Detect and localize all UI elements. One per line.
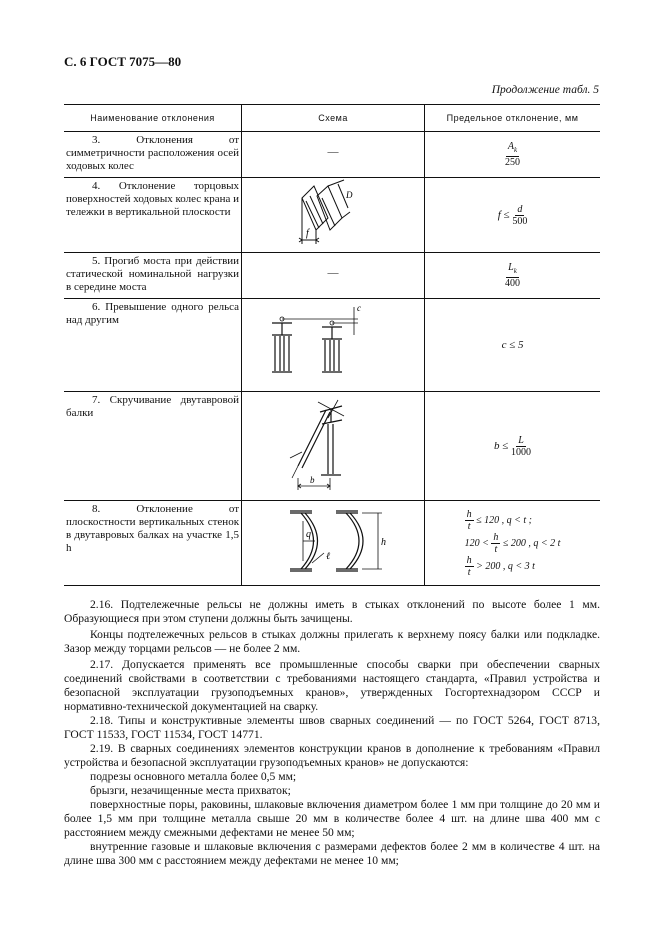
schema-cell — [242, 178, 425, 253]
schema-dash: — — [327, 267, 339, 279]
table-continuation-label: Продолжение табл. 5 — [491, 84, 599, 96]
condition-numerator: h — [466, 508, 472, 520]
column-header-limit: Предельное отклонение, мм — [425, 105, 600, 132]
row-name-cell — [64, 299, 242, 392]
limit-denominator: 400 — [505, 278, 521, 289]
row-name-cell — [64, 392, 242, 501]
limit-numerator-subscript: k — [513, 267, 517, 275]
deviation-table — [64, 104, 600, 586]
row-name-cell — [64, 132, 242, 178]
rail-height-diagram — [242, 299, 424, 391]
label-q: q — [306, 529, 312, 540]
body-text — [64, 598, 600, 868]
paragraph: подрезы основного металла более 0,5 мм; — [90, 770, 297, 783]
table-header-row — [64, 105, 600, 132]
limit-fraction — [512, 204, 527, 227]
web-flatness-diagram — [242, 501, 424, 585]
table-row — [64, 178, 600, 253]
limit-denominator: 250 — [505, 157, 521, 168]
limit-cell — [425, 178, 600, 253]
limit-cell — [425, 299, 600, 392]
row-name-cell — [64, 253, 242, 299]
table-row — [64, 132, 600, 178]
column-header-schema: Схема — [242, 105, 425, 132]
condition-line — [465, 532, 561, 555]
limit-value: c ≤ 5 — [501, 338, 524, 351]
label-f: f — [306, 228, 309, 239]
condition-numerator: h — [493, 531, 499, 543]
limit-cell — [425, 392, 600, 501]
table-row — [64, 299, 600, 392]
paragraph: 2.19. В сварных соединениях элементов конструкции кранов в дополнение к требованиям «Правил устройства и безопасной эксплуатации грузоподъемных кранов» не допускаются: — [64, 742, 600, 769]
label-d: D — [346, 190, 353, 200]
table-row — [64, 501, 600, 586]
paragraph: поверхностные поры, раковины, шлаковые включения диаметром более 1 мм при толщине до 20 мм и более 1,5 мм при толщине металла свыше 20 мм в количестве более 4 шт. на длине шва 400 мм с расстоянием между смежными дефектами не менее 50 мм; — [64, 798, 600, 839]
limit-fraction — [505, 141, 520, 168]
label-b: b — [310, 475, 315, 485]
limit-cell — [425, 253, 600, 299]
row-name-cell — [64, 501, 242, 586]
paragraph: внутренние газовые и шлаковые включения с размерами дефектов более 2 мм в количестве 4 шт. на длине шва 300 мм с расстоянием между дефектами не менее 10 мм; — [64, 840, 600, 867]
row-name: 4. Отклонение торцовых поверхностей ходовых колес крана и тележки в вертикальной плоскости — [66, 180, 240, 218]
limit-lhs: b ≤ — [494, 439, 509, 452]
schema-cell — [242, 132, 425, 178]
label-c: c — [357, 303, 362, 313]
schema-cell — [242, 392, 425, 501]
condition-line — [465, 509, 561, 532]
limit-denominator: 500 — [512, 215, 528, 227]
table-row — [64, 392, 600, 501]
limit-numerator: L — [508, 262, 514, 273]
condition-lhs: 120 < — [464, 537, 489, 549]
row-name: 8. Отклонение от плоскостности вертикальных стенок в двутавровых балках на участке 1,5 h — [66, 503, 240, 554]
condition-denominator: t — [467, 566, 471, 578]
label-l: ℓ — [326, 551, 331, 562]
limit-denominator: 1000 — [511, 446, 532, 458]
condition-denominator: t — [494, 543, 498, 555]
paragraph: Концы подтележечных рельсов в стыках должны прилегать к верхнему поясу балки или подкладке. Зазор между торцами рельсов — не более 2 мм. — [64, 628, 600, 655]
label-h: h — [381, 537, 387, 548]
column-header-name: Наименование отклонения — [64, 105, 242, 132]
row-name: 5. Прогиб моста при действии статической номинальной нагрузки в середине моста — [66, 255, 240, 293]
limit-numerator: d — [517, 203, 523, 215]
wheel-tilt-diagram — [242, 178, 424, 252]
condition-denominator: t — [467, 520, 471, 532]
schema-cell — [242, 299, 425, 392]
limit-numerator-subscript: k — [514, 146, 518, 154]
row-name: 6. Превышение одного рельса над другим — [66, 301, 240, 326]
paragraph: 2.18. Типы и конструктивные элементы швов сварных соединений — по ГОСТ 5264, ГОСТ 8713, ГОСТ 11533, ГОСТ 11534, ГОСТ 14771. — [64, 714, 600, 741]
condition-rhs: ≤ 200 , q < 2 t — [502, 537, 561, 549]
condition-fraction — [465, 509, 474, 532]
condition-numerator: h — [466, 554, 472, 566]
row-name: 3. Отклонения от симметричности расположения осей ходовых колес — [66, 134, 240, 172]
table-row — [64, 253, 600, 299]
row-name-cell — [64, 178, 242, 253]
limit-fraction — [505, 262, 520, 289]
limit-cell — [425, 501, 600, 586]
condition-line — [465, 555, 561, 578]
condition-fraction — [465, 555, 474, 578]
limit-lhs: f ≤ — [497, 208, 510, 221]
paragraph: брызги, незачищенные места прихваток; — [90, 784, 291, 797]
paragraph: 2.16. Подтележечные рельсы не должны иметь в стыках отклонений по высоте более 1 мм. Образующиеся при этом ступени должны быть зачищены. — [64, 598, 600, 625]
condition-list — [465, 509, 561, 578]
schema-cell — [242, 253, 425, 299]
limit-numerator: L — [518, 434, 524, 446]
limit-numerator: A — [507, 141, 515, 152]
condition-fraction — [491, 532, 500, 555]
limit-fraction — [511, 435, 531, 458]
row-name: 7. Скручивание двутавровой балки — [66, 394, 240, 419]
condition-rhs: > 200 , q < 3 t — [476, 560, 535, 572]
condition-rhs: ≤ 120 , q < t ; — [476, 514, 532, 526]
page-header: С. 6 ГОСТ 7075—80 — [64, 54, 182, 69]
beam-twist-diagram — [242, 392, 424, 500]
schema-cell — [242, 501, 425, 586]
schema-dash: — — [327, 146, 339, 158]
limit-cell — [425, 132, 600, 178]
paragraph: 2.17. Допускается применять все промышленные способы сварки при обеспечении сварных соединений свойствами в соответствии с требованиями настоящего стандарта, «Правил устройства и безопасной эксплуатации грузоподъемных кранов», утвержденных Госгортехнадзором СССР и нормативно-технической документацией на сварку. — [64, 658, 600, 713]
